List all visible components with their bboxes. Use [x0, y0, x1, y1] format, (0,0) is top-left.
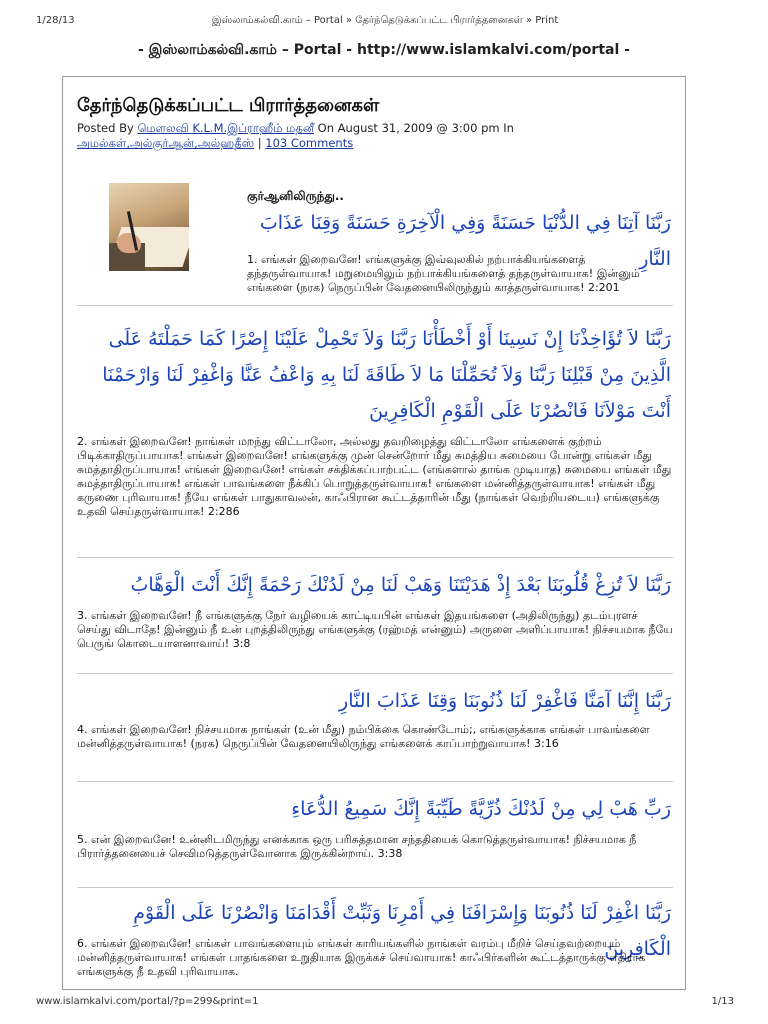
- dua-arabic: رَبَّنَا إِنَّنَا آمَنَّا فَاغْفِرْ لَنَا ذُنُوبَنَا وَقِنَا عَذَابَ النَّارِ: [339, 690, 671, 712]
- posted-by-label: Posted By: [77, 121, 134, 135]
- print-header: [36, 15, 734, 29]
- category-links[interactable]: அமல்கள்,அல்குர்ஆன்,அல்ஹதீஸ்: [77, 136, 255, 150]
- dua-arabic: رَبَّنَا اغْفِرْ لَنَا ذُنُوبَنَا وَإِسْرَافَنَا فِي أَمْرِنَا وَثَبِّتْ أَقْدَامَنَا وَانْصُرْنَا عَلَى الْقَوْمِ الْكَافِرِينَ: [133, 902, 671, 960]
- section-heading: குர்ஆனிலிருந்து..: [247, 189, 344, 203]
- author-link[interactable]: மௌலவி K.L.M.இப்ராஹீம் மதனீ: [137, 121, 315, 135]
- dua-translation: 6. எங்கள் இறைவனே! எங்கள் பாவங்களையும் எங்கள் காரியங்களில் நாங்கள் வரம்பு மீறிச் செய்தவற்றையும் மன்னித்தருள்வாயாக! எங்கள் பாதங்களை உறுதியாக இருக்கச் செய்வாயாக! காஃபிர்களின் கூட்டத்தாருக்கு எதிராக எங்களுக்கு நீ உதவி புரிவாயாக.: [77, 937, 646, 978]
- divider: [77, 673, 673, 674]
- dua-arabic: رَبَّنَا آتِنَا فِي الدُّنْيَا حَسَنَةً وَفِي الْآخِرَةِ حَسَنَةً وَقِنَا عَذَابَ النَّارِ: [259, 212, 671, 270]
- divider: [77, 781, 673, 782]
- meta-separator: |: [257, 136, 262, 150]
- print-url: www.islamkalvi.com/portal/?p=299&print=1: [36, 996, 259, 1007]
- page-number: 1/13: [711, 996, 734, 1007]
- dua-translation: 5. என் இறைவனே! உன்னிடமிருந்து எனக்காக ஒரு பரிசுத்தமான சந்ததியைக் கொடுத்தருள்வாயாக! நிச்சயமாக நீ பிரார்த்தனையைச் செவிமடுத்தருள்வோனாக இருக்கின்றாய். 3:38: [77, 833, 637, 860]
- post-date: On August 31, 2009 @ 3:00 pm In: [317, 121, 514, 135]
- dua-arabic: رَبَّنَا لاَ تُؤَاخِذْنَا إِنْ نَسِينَا أَوْ أَخْطَأْنَا رَبَّنَا وَلاَ تَحْمِلْ عَلَيْنَا إِصْرًا كَمَا حَمَلْتَهُ عَلَى الَّذِينَ مِنْ قَبْلِنَا رَبَّنَا وَلاَ تُحَمِّلْنَا مَا لاَ طَاقَةَ لَنَا بِهِ وَاعْفُ عَنَّا وَاغْفِرْ لَنَا وَارْحَمْنَا أَنْتَ مَوْلاَنَا فَانْصُرْنَا عَلَى الْقَوْمِ الْكَافِرِينَ: [102, 328, 671, 422]
- dua-arabic: رَبِّ هَبْ لِي مِنْ لَدُنْكَ ذُرِّيَّةً طَيِّبَةً إِنَّكَ سَمِيعُ الدُّعَاءِ: [291, 798, 671, 820]
- print-page-title: இஸ்லாம்கல்வி.காம் – Portal » தேர்ந்தெடுக்கப்பட்ட பிரார்த்தனைகள் » Print: [211, 15, 559, 26]
- divider: [77, 557, 673, 558]
- dua-translation: 1. எங்கள் இறைவனே! எங்களுக்கு இவ்வுலகில் நற்பாக்கியங்களைத் தந்தருள்வாயாக! மறுமையிலும் நற்பாக்கியங்களைத் தந்தருள்வாயாக! இன்னும் எங்களை (நரக) நெருப்பின் வேதனையிலிருந்தும் காத்தருள்வாயாக! 2:201: [247, 253, 640, 294]
- article-frame: [62, 76, 686, 990]
- divider: [77, 887, 673, 888]
- post-meta: [77, 121, 673, 151]
- comments-link[interactable]: 103 Comments: [265, 136, 354, 150]
- dua-arabic: رَبَّنَا لاَ تُزِغْ قُلُوبَنَا بَعْدَ إِذْ هَدَيْتَنَا وَهَبْ لَنَا مِنْ لَدُنْكَ رَحْمَةً إِنَّكَ أَنْتَ الْوَهَّابُ: [130, 574, 671, 596]
- writing-hand-image: [109, 183, 189, 271]
- dua-translation: 4. எங்கள் இறைவனே! நிச்சயமாக நாங்கள் (உன் மீது) நம்பிக்கை கொண்டோம்;, எங்களுக்காக எங்கள் பாவங்களை மன்னித்தருள்வாயாக! (நரக) நெருப்பின் வேதனையிலிருந்து எங்களைக் காப்பாற்றுவாயாக! 3:16: [77, 723, 650, 750]
- dua-translation: 3. எங்கள் இறைவனே! நீ எங்களுக்கு நேர் வழியைக் காட்டியபின் எங்கள் இதயங்களை (அதிலிருந்து) தடம்புரளச் செய்து விடாதே! இன்னும் நீ உன் புறத்திலிருந்து எங்களுக்கு (ரஹ்மத் என்னும்) அருளை அளிப்பாயாக! நிச்சயமாக நீயே பெருங் கொடையாளனாவாய்! 3:8: [77, 609, 673, 650]
- divider: [77, 305, 673, 306]
- print-date: 1/28/13: [36, 15, 75, 26]
- site-banner: - இஸ்லாம்கல்வி.காம் – Portal - http://www.islamkalvi.com/portal -: [138, 42, 630, 58]
- dua-translation: 2. எங்கள் இறைவனே! நாங்கள் மறந்து விட்டாலோ, அல்லது தவறிழைத்து விட்டாலோ எங்களைக் குற்றம் பிடிக்காதிருப்பாயாக! எங்கள் இறைவனே! எங்களுக்கு முன் சென்றோர் மீது சுமத்திய சுமையை போன்று எங்கள் மீது சுமத்தாதிருப்பாயாக! எங்கள் இறைவனே! எங்கள் சக்திக்கப்பாற்பட்ட (எங்களால் தாங்க முடியாத) சுமையை எங்கள் மீது சுமத்தாதிருப்பாயாக! எங்கள் பாவங்களை நீக்கிப் பொறுத்தருள்வாயாக! எங்களை மன்னித்தருள்வாயாக! எங்கள் மீது கருணை புரிவாயாக! நீயே எங்கள் பாதுகாவலன், காஃபிரான கூட்டத்தாரின் மீது (நாங்கள் வெற்றியடைய) எங்களுக்கு உதவி செய்தருள்வாயாக! 2:286: [77, 435, 672, 518]
- post-title: தேர்ந்தெடுக்கப்பட்ட பிரார்த்தனைகள்: [77, 95, 380, 116]
- print-footer: [36, 996, 734, 1010]
